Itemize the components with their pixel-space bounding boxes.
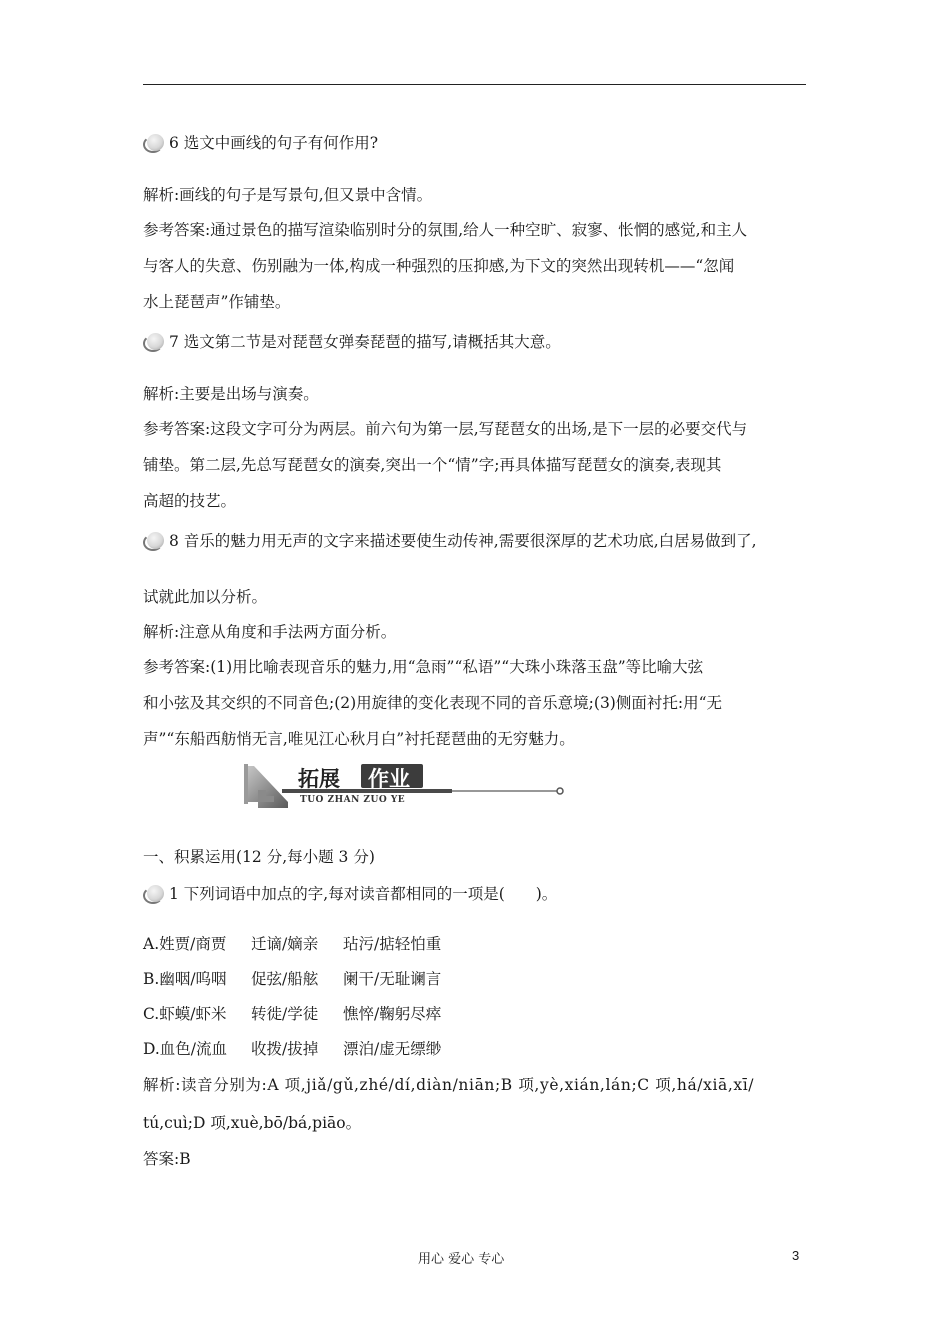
question-bullet-icon	[143, 332, 165, 352]
option-d-pair-3: 漂泊/虚无缥缈	[343, 1040, 442, 1058]
question-8	[143, 530, 757, 552]
section-heading: 一、积累运用(12 分,每小题 3 分)	[143, 848, 375, 866]
problem-1	[143, 883, 557, 905]
extension-homework-banner	[244, 762, 564, 810]
q6-analysis: 解析:画线的句子是写景句,但又景中含情。	[143, 186, 433, 204]
question-bullet-icon	[143, 133, 165, 153]
q7-answer-line-3: 高超的技艺。	[143, 492, 237, 510]
q8-analysis: 解析:注意从角度和手法两方面分析。	[143, 623, 397, 641]
question-8-text: 8 音乐的魅力用无声的文字来描述要使生动传神,需要很深厚的艺术功底,白居易做到了,	[169, 532, 757, 550]
option-c-pair-3: 憔悴/鞠躬尽瘁	[343, 1005, 442, 1023]
banner-title-a: 拓展	[298, 767, 340, 791]
option-b-pair-3: 阑干/无耻谰言	[343, 970, 442, 988]
option-d	[143, 1038, 441, 1060]
option-a-pair-2: 迁谪/嫡亲	[251, 935, 319, 953]
option-d-pair-2: 收拨/拔掉	[251, 1040, 319, 1058]
question-bullet-icon	[143, 531, 165, 551]
option-a-pair-3: 玷污/掂轻怕重	[343, 935, 442, 953]
p1-analysis-line-2: tú,cuì;D 项,xuè,bō/bá,piāo。	[143, 1114, 362, 1132]
question-bullet-icon	[143, 884, 165, 904]
option-a	[143, 933, 441, 955]
q8-question-cont: 试就此加以分析。	[143, 588, 268, 606]
question-7	[143, 331, 561, 353]
q7-analysis: 解析:主要是出场与演奏。	[143, 385, 319, 403]
question-6-text: 6 选文中画线的句子有何作用?	[169, 134, 379, 152]
option-c-pair-2: 转徙/学徒	[251, 1005, 319, 1023]
q6-answer-line-2: 与客人的失意、伤别融为一体,构成一种强烈的压抑感,为下文的突然出现转机——“忽闻	[143, 257, 735, 275]
option-d-pair-1: D.血色/流血	[143, 1040, 228, 1058]
q8-answer-line-3: 声”“东船西舫悄无言,唯见江心秋月白”衬托琵琶曲的无穷魅力。	[143, 730, 575, 748]
q7-answer-line-1: 参考答案:这段文字可分为两层。前六句为第一层,写琵琶女的出场,是下一层的必要交代与	[143, 420, 748, 438]
option-b-pair-2: 促弦/船舷	[251, 970, 319, 988]
q8-answer-line-1: 参考答案:(1)用比喻表现音乐的魅力,用“急雨”“私语”“大珠小珠落玉盘”等比喻大弦	[143, 658, 704, 676]
option-c	[143, 1003, 441, 1025]
q8-answer-line-2: 和小弦及其交织的不同音色;(2)用旋律的变化表现不同的音乐意境;(3)侧面衬托:用“无	[143, 694, 723, 712]
banner-subtitle: TUO ZHAN ZUO YE	[300, 795, 406, 805]
problem-1-text: 1 下列词语中加点的字,每对读音都相同的一项是( )。	[169, 885, 558, 903]
option-b	[143, 968, 441, 990]
footer-motto: 用心 爱心 专心	[418, 1252, 505, 1267]
option-b-pair-1: B.幽咽/呜咽	[143, 970, 227, 988]
page-number: 3	[792, 1248, 800, 1263]
option-a-pair-1: A.姓贾/商贾	[143, 935, 227, 953]
q6-answer-line-3: 水上琵琶声”作铺垫。	[143, 293, 291, 311]
q6-answer-line-1: 参考答案:通过景色的描写渲染临别时分的氛围,给人一种空旷、寂寥、怅惘的感觉,和主人	[143, 221, 748, 239]
question-6	[143, 132, 378, 154]
question-7-text: 7 选文第二节是对琵琶女弹奏琵琶的描写,请概括其大意。	[169, 333, 561, 351]
p1-answer: 答案:B	[143, 1150, 191, 1168]
header-rule	[143, 84, 806, 85]
option-c-pair-1: C.虾蟆/虾米	[143, 1005, 227, 1023]
q7-answer-line-2: 铺垫。第二层,先总写琵琶女的演奏,突出一个“情”字;再具体描写琵琶女的演奏,表现其	[143, 456, 722, 474]
p1-analysis-line-1: 解析:读音分别为:A 项,jiǎ/gǔ,zhé/dí,diàn/niān;B 项,yè,xián,lán;C 项,há/xiā,xī/	[143, 1076, 755, 1094]
banner-title-b: 作业	[368, 767, 410, 791]
